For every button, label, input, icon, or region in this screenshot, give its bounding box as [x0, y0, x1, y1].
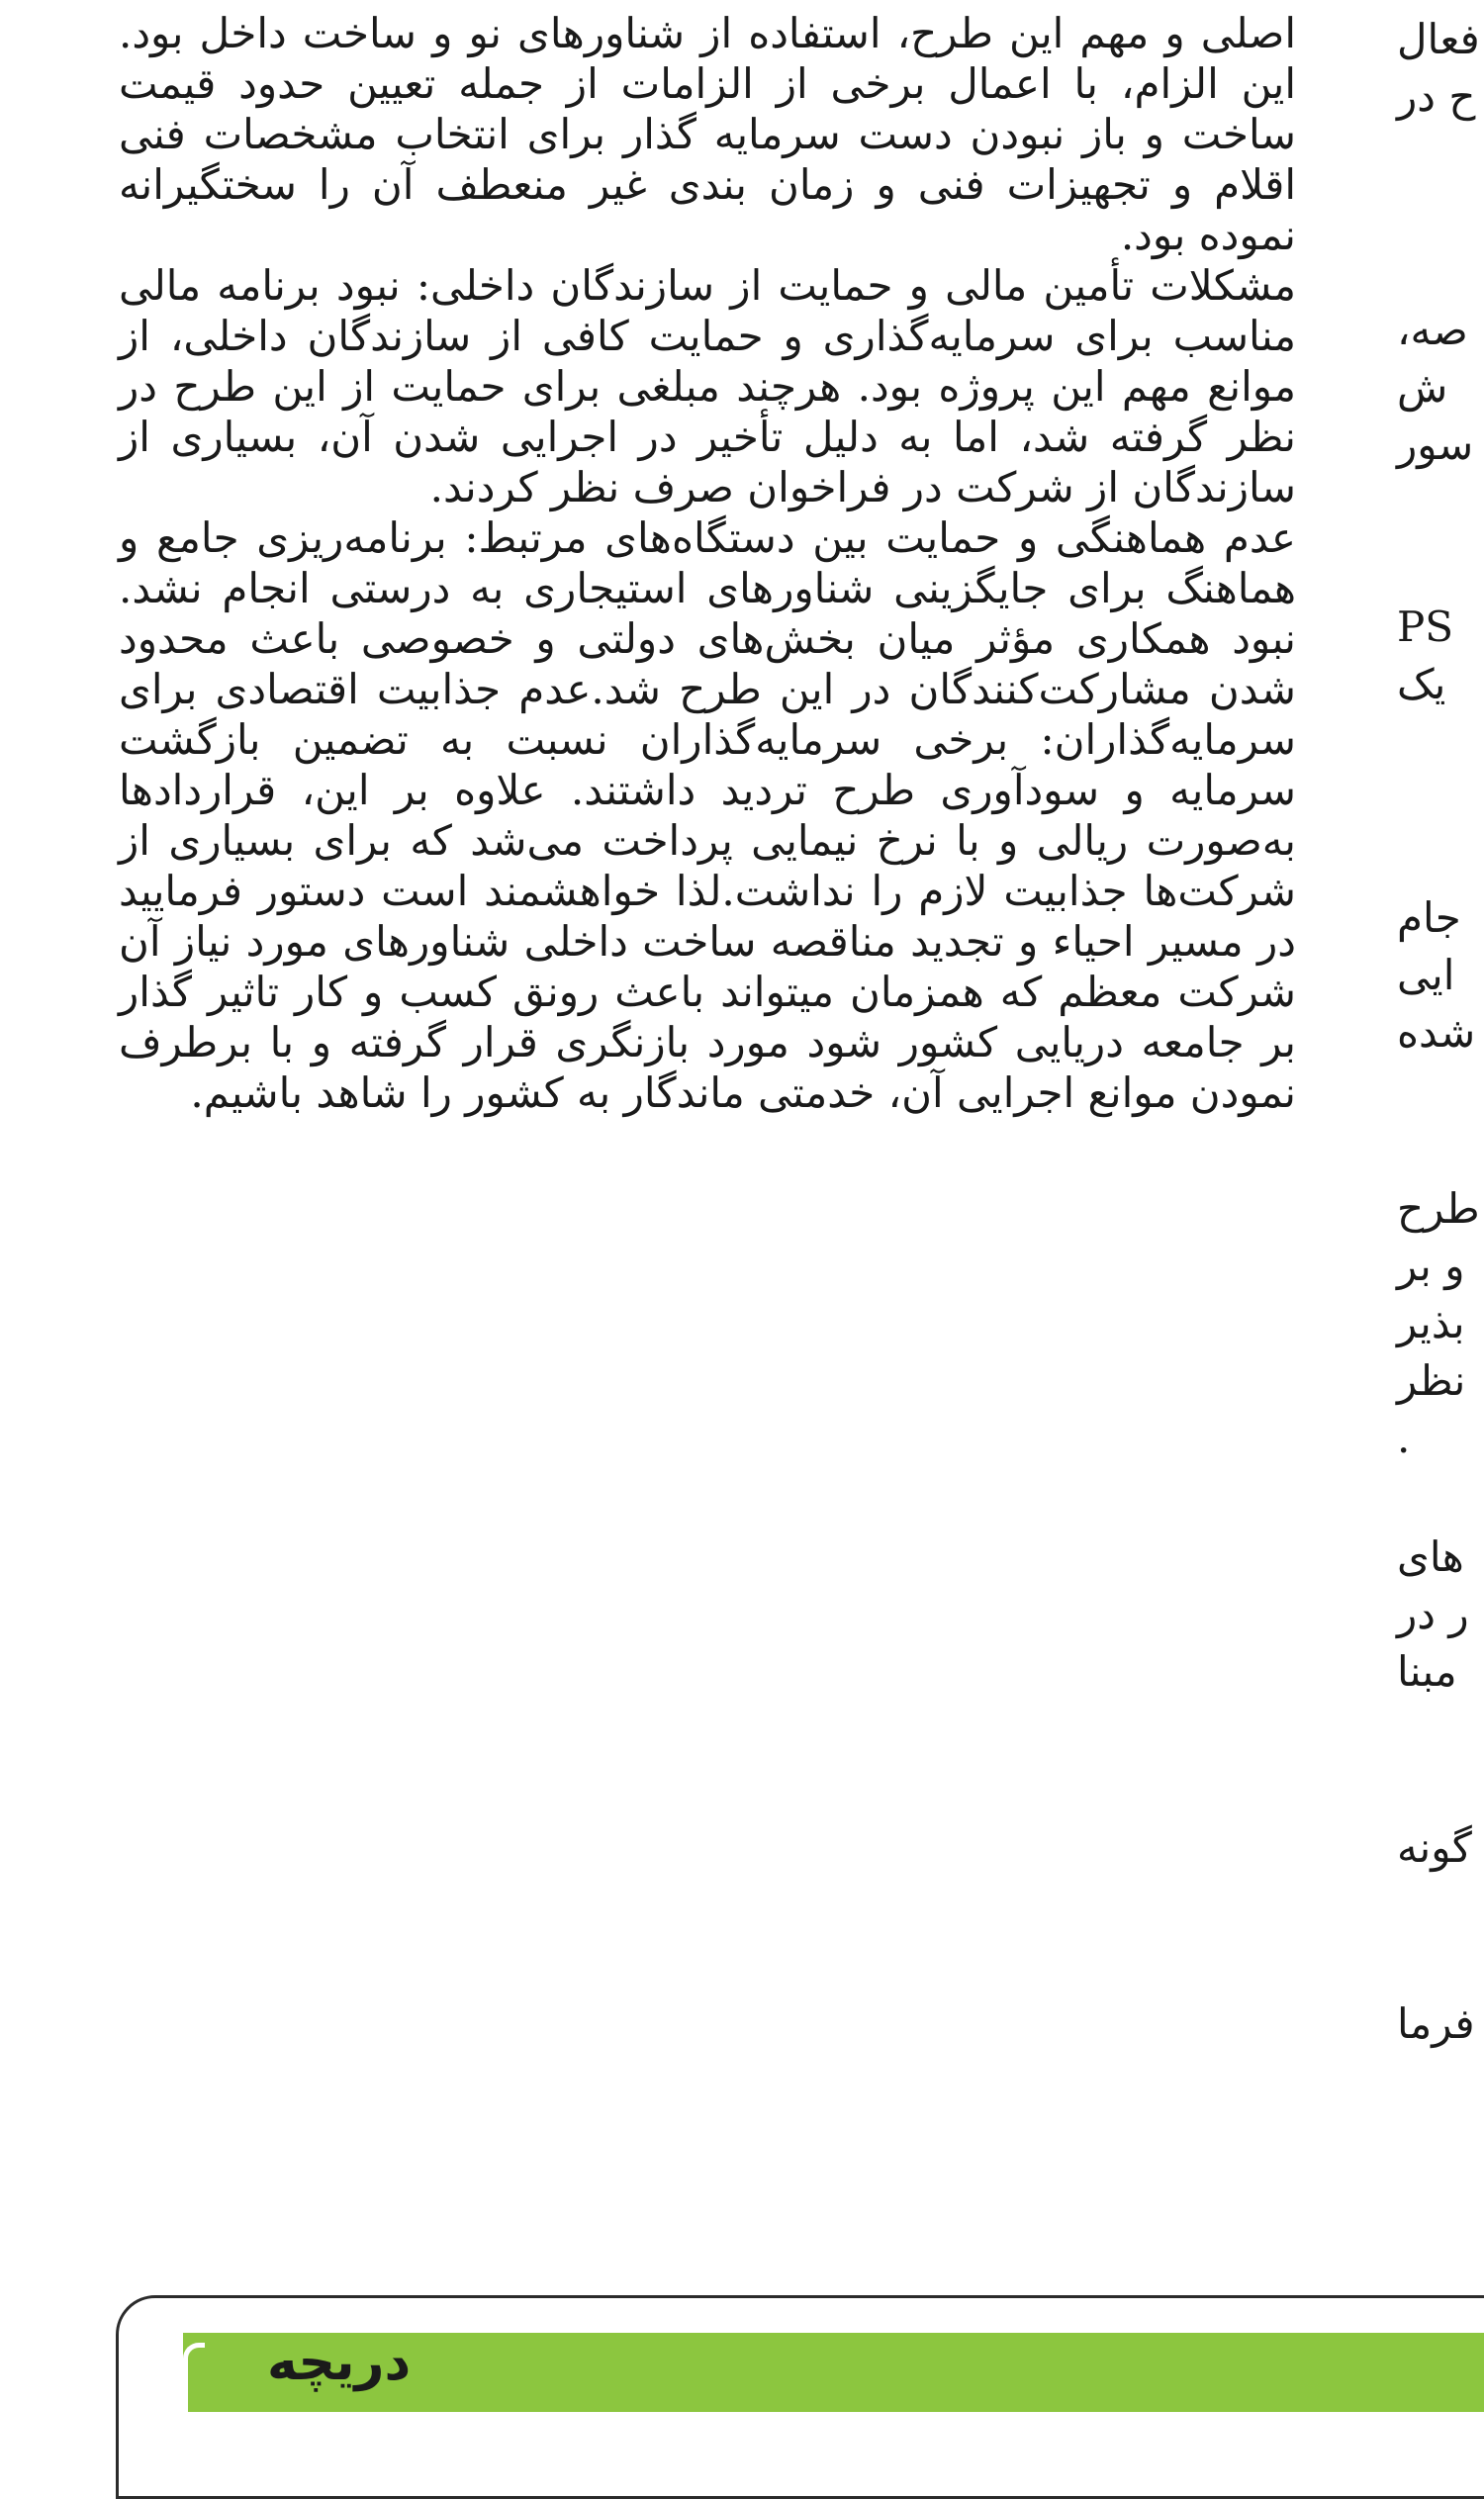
- side-text-fragment: نظر: [1397, 1356, 1466, 1405]
- side-text-fragment: یک: [1397, 660, 1446, 708]
- side-text-fragment: ح در: [1397, 72, 1476, 121]
- article-paragraph: مشکلات تأمین مالی و حمایت از سازندگان داخلی: نبود برنامه مالی مناسب برای سرمایه‌گذاری و حمایت کافی از سازندگان داخلی، از موانع مهم این پروژه بود. هرچند مبلغی برای حمایت از این طرح در نظر گرفته شد، اما به دلیل تأخیر در اجرایی شدن آن، بسیاری از سازندگان از شرکت در فراخوان صرف نظر کردند.: [119, 261, 1296, 511]
- side-text-fragment: ر در: [1397, 1590, 1469, 1638]
- side-text-fragment: ش: [1397, 363, 1448, 412]
- adjacent-column-fragment: [1385, 8, 1484, 2244]
- side-text-fragment: و بر: [1397, 1242, 1465, 1290]
- header-notch-ornament: [183, 2343, 205, 2412]
- side-text-fragment: های: [1397, 1532, 1464, 1581]
- side-text-fragment: گونه: [1397, 1823, 1472, 1872]
- article-paragraph: اصلی و مهم این طرح، استفاده از شناورهای نو و ساخت داخل بود. این الزام، با اعمال برخی از الزامات از جمله تعیین حدود قیمت ساخت و باز نبودن دست سرمایه گذار برای انتخاب مشخصات فنی اقلام و تجهیزات فنی و زمان بندی غیر منعطف آن را سختگیرانه نموده بود.: [119, 9, 1297, 259]
- sidebar-box-title: دریچه: [267, 2333, 412, 2392]
- main-article-column: [119, 8, 1296, 1118]
- article-paragraph: عدم هماهنگی و حمایت بین دستگاه‌های مرتبط: برنامه‌ریزی جامع و هماهنگ برای جایگزینی شناورهای استیجاری به درستی انجام نشد. نبود همکاری مؤثر میان بخش‌های دولتی و خصوصی باعث محدود شدن مشارکت‌کنندگان در این طرح شد.عدم جذابیت اقتصادی برای سرمایه‌گذاران: برخی سرمایه‌گذاران نسبت به تضمین بازگشت سرمایه و سودآوری طرح تردید داشتند. علاوه بر این، قراردادها به‌صورت ریالی و با نرخ نیمایی پرداخت می‌شد که برای بسیاری از شرکت‌ها جذابیت لازم را نداشت.لذا خواهشمند است دستور فرمایید در مسیر احیاء و تجدید مناقصه ساخت داخلی شناورهای مورد نیاز آن شرکت معظم که همزمان میتواند باعث رونق کسب و کار تاثیر گذار بر جامعه دریایی کشور شود مورد بازنگری قرار گرفته و با برطرف نمودن موانع اجرایی آن، خدمتی ماندگار به کشور را شاهد باشیم.: [119, 513, 1296, 1117]
- side-text-fragment: فرما: [1397, 1999, 1475, 2048]
- side-text-fragment: مبنا: [1397, 1647, 1457, 1696]
- side-text-fragment: .: [1397, 1414, 1411, 1462]
- side-text-fragment: ایی: [1397, 951, 1455, 999]
- side-text-fragment: شده: [1397, 1008, 1476, 1057]
- side-text-fragment: جام: [1397, 893, 1461, 942]
- side-text-fragment: PS: [1397, 602, 1454, 651]
- side-text-fragment: طرح: [1397, 1184, 1480, 1233]
- side-text-fragment: فعال: [1397, 15, 1480, 63]
- side-text-fragment: صه،: [1397, 306, 1468, 354]
- side-text-fragment: سور: [1397, 420, 1474, 469]
- side-text-fragment: بذیر: [1397, 1299, 1465, 1347]
